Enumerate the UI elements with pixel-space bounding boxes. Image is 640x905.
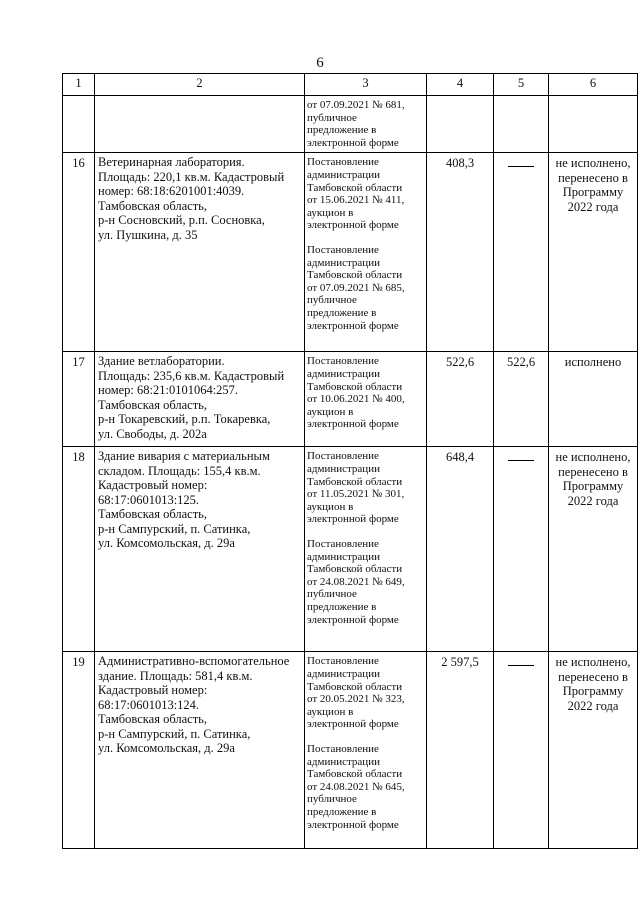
table-row	[63, 352, 638, 447]
decision-line: предложение в	[307, 124, 377, 137]
object-description-line: складом. Площадь: 155,4 кв.м.	[98, 463, 261, 478]
decision-line: электронной форме	[307, 718, 399, 731]
object-description-line: Площадь: 235,6 кв.м. Кадастровый	[98, 368, 285, 383]
planned-value-cell	[427, 96, 494, 153]
status-line: перенесено в	[558, 669, 628, 684]
decision-line: администрации	[307, 462, 380, 475]
status-cell	[549, 352, 638, 447]
status-cell	[549, 447, 638, 652]
decision-line: Постановление	[307, 537, 379, 550]
table-row	[63, 96, 638, 153]
row-number-cell	[63, 352, 95, 447]
status-line: 2022 года	[567, 199, 619, 214]
decision-line: электронной форме	[307, 513, 399, 526]
object-description-line: Площадь: 220,1 кв.м. Кадастровый	[98, 169, 285, 184]
decision-line: аукцион в	[307, 705, 354, 718]
decision-line: администрации	[307, 550, 380, 563]
status-line: 2022 года	[567, 493, 619, 508]
status-line: перенесено в	[558, 170, 628, 185]
actual-value-cell	[494, 96, 549, 153]
decision-line: Постановление	[307, 156, 379, 169]
status-line: не исполнено,	[555, 655, 631, 670]
row-number: 18	[72, 450, 85, 465]
row-number-cell	[63, 96, 95, 153]
object-description-cell	[95, 153, 305, 352]
object-description-line: ул. Свободы, д. 202а	[98, 426, 207, 441]
decision-line: администрации	[307, 667, 380, 680]
decision-line: от 10.06.2021 № 400,	[307, 393, 405, 406]
dash-mark	[508, 450, 534, 461]
planned-value-cell	[427, 447, 494, 652]
object-description-line: Кадастровый номер:	[98, 683, 208, 698]
decision-line: публичное	[307, 588, 357, 601]
object-description-line: р-н Сампурский, п. Сатинка,	[98, 726, 251, 741]
row-number-cell	[63, 652, 95, 849]
planned-value: 648,4	[445, 450, 475, 465]
row-number: 17	[72, 355, 85, 370]
column-header-6: 6	[549, 74, 638, 96]
decision-line: Тамбовской области	[307, 768, 403, 781]
object-description-line: р-н Сампурский, п. Сатинка,	[98, 521, 251, 536]
decision-line: предложение в	[307, 600, 377, 613]
column-header-1: 1	[63, 74, 95, 96]
decision-line: Постановление	[307, 355, 379, 368]
table-row	[63, 153, 638, 352]
planned-value: 408,3	[445, 156, 475, 171]
decision-line: аукцион в	[307, 206, 354, 219]
decision-gap	[307, 731, 424, 743]
decision-line: Тамбовской области	[307, 563, 403, 576]
decision-line: Постановление	[307, 655, 379, 668]
decision-gap	[307, 232, 424, 244]
row-number: 19	[72, 655, 85, 670]
decision-line: от 24.08.2021 № 649,	[307, 575, 405, 588]
decision-line: электронной форме	[307, 818, 399, 831]
status-line: 2022 года	[567, 698, 619, 713]
decision-line: Тамбовской области	[307, 181, 403, 194]
decision-line: Тамбовской области	[307, 680, 403, 693]
table-row	[63, 447, 638, 652]
status-line: Программу	[562, 684, 624, 699]
object-description-line: Здание вивария с материальным	[98, 449, 270, 464]
decision-line: от 07.09.2021 № 681,	[307, 99, 405, 111]
planned-value: 522,6	[445, 355, 475, 370]
actual-value-cell	[494, 153, 549, 352]
status-line: перенесено в	[558, 464, 628, 479]
decision-line: от 11.05.2021 № 301,	[307, 488, 405, 501]
decision-line: администрации	[307, 168, 380, 181]
table-header-row	[63, 74, 638, 96]
status-cell	[549, 96, 638, 153]
column-header-4: 4	[427, 74, 494, 96]
actual-value-cell	[494, 352, 549, 447]
decision-line: от 20.05.2021 № 323,	[307, 693, 405, 706]
object-description-cell	[95, 96, 305, 153]
object-description-cell	[95, 447, 305, 652]
decision-line: Постановление	[307, 450, 379, 463]
table-row	[63, 652, 638, 849]
decision-line: публичное	[307, 111, 357, 124]
decision-line: от 15.06.2021 № 411,	[307, 194, 405, 207]
decision-line: Постановление	[307, 243, 379, 256]
actual-value-cell	[494, 447, 549, 652]
actual-value-cell	[494, 652, 549, 849]
status-line: Программу	[562, 479, 624, 494]
row-number-cell	[63, 447, 95, 652]
object-description-line: р-н Сосновский, р.п. Сосновка,	[98, 213, 265, 228]
decision-line: предложение в	[307, 306, 377, 319]
decision-cell	[305, 153, 427, 352]
decision-line: Тамбовской области	[307, 475, 403, 488]
decision-line: электронной форме	[307, 136, 399, 149]
column-header-5: 5	[494, 74, 549, 96]
object-description-line: номер: 68:18:6201001:4039.	[98, 184, 245, 199]
decision-line: администрации	[307, 755, 380, 768]
object-description-line: Тамбовская область,	[98, 712, 207, 727]
property-table	[62, 73, 638, 849]
decision-line: электронной форме	[307, 219, 399, 232]
page-number: 6	[316, 55, 324, 71]
row-number-cell	[63, 153, 95, 352]
object-description-line: 68:17:0601013:125.	[98, 492, 200, 507]
decision-line: предложение в	[307, 805, 377, 818]
status-line: не исполнено,	[555, 156, 631, 171]
status-cell	[549, 153, 638, 352]
object-description-line: р-н Токаревский, р.п. Токаревка,	[98, 412, 271, 427]
object-description-line: 68:17:0601013:124.	[98, 697, 200, 712]
object-description-line: Тамбовская область,	[98, 507, 207, 522]
status-cell	[549, 652, 638, 849]
decision-line: электронной форме	[307, 418, 399, 431]
column-header-3: 3	[305, 74, 427, 96]
decision-line: администрации	[307, 256, 380, 269]
decision-line: от 07.09.2021 № 685,	[307, 281, 405, 294]
decision-line: публичное	[307, 294, 357, 307]
actual-value: 522,6	[506, 355, 536, 370]
object-description-line: Ветеринарная лаборатория.	[98, 155, 245, 170]
object-description-line: Административно-вспомогательное	[98, 654, 290, 669]
decision-line: публичное	[307, 793, 357, 806]
status-line: Программу	[562, 185, 624, 200]
status-line: не исполнено,	[555, 450, 631, 465]
planned-value-cell	[427, 153, 494, 352]
decision-line: администрации	[307, 367, 380, 380]
object-description-line: здание. Площадь: 581,4 кв.м.	[98, 668, 253, 683]
object-description-line: ул. Комсомольская, д. 29а	[98, 741, 235, 756]
decision-line: Тамбовской области	[307, 269, 403, 282]
decision-gap	[307, 526, 424, 538]
decision-line: Постановление	[307, 742, 379, 755]
object-description-line: ул. Комсомольская, д. 29а	[98, 536, 235, 551]
decision-cell	[305, 96, 427, 153]
column-header-2: 2	[95, 74, 305, 96]
decision-cell	[305, 652, 427, 849]
object-description-line: Тамбовская область,	[98, 397, 207, 412]
object-description-line: ул. Пушкина, д. 35	[98, 227, 198, 242]
object-description-line: номер: 68:21:0101064:257.	[98, 383, 239, 398]
planned-value-cell	[427, 652, 494, 849]
decision-line: электронной форме	[307, 613, 399, 626]
decision-line: аукцион в	[307, 405, 354, 418]
dash-mark	[508, 156, 534, 167]
planned-value-cell	[427, 352, 494, 447]
object-description-line: Кадастровый номер:	[98, 478, 208, 493]
object-description-cell	[95, 352, 305, 447]
decision-line: электронной форме	[307, 319, 399, 332]
planned-value: 2 597,5	[441, 655, 479, 670]
decision-line: от 24.08.2021 № 645,	[307, 780, 405, 793]
decision-cell	[305, 447, 427, 652]
dash-mark	[508, 655, 534, 666]
decision-line: аукцион в	[307, 500, 354, 513]
status-line: исполнено	[564, 355, 622, 370]
decision-line: Тамбовской области	[307, 380, 403, 393]
object-description-cell	[95, 652, 305, 849]
object-description-line: Тамбовская область,	[98, 198, 207, 213]
row-number: 16	[72, 156, 85, 171]
object-description-line: Здание ветлаборатории.	[98, 354, 225, 369]
decision-cell	[305, 352, 427, 447]
